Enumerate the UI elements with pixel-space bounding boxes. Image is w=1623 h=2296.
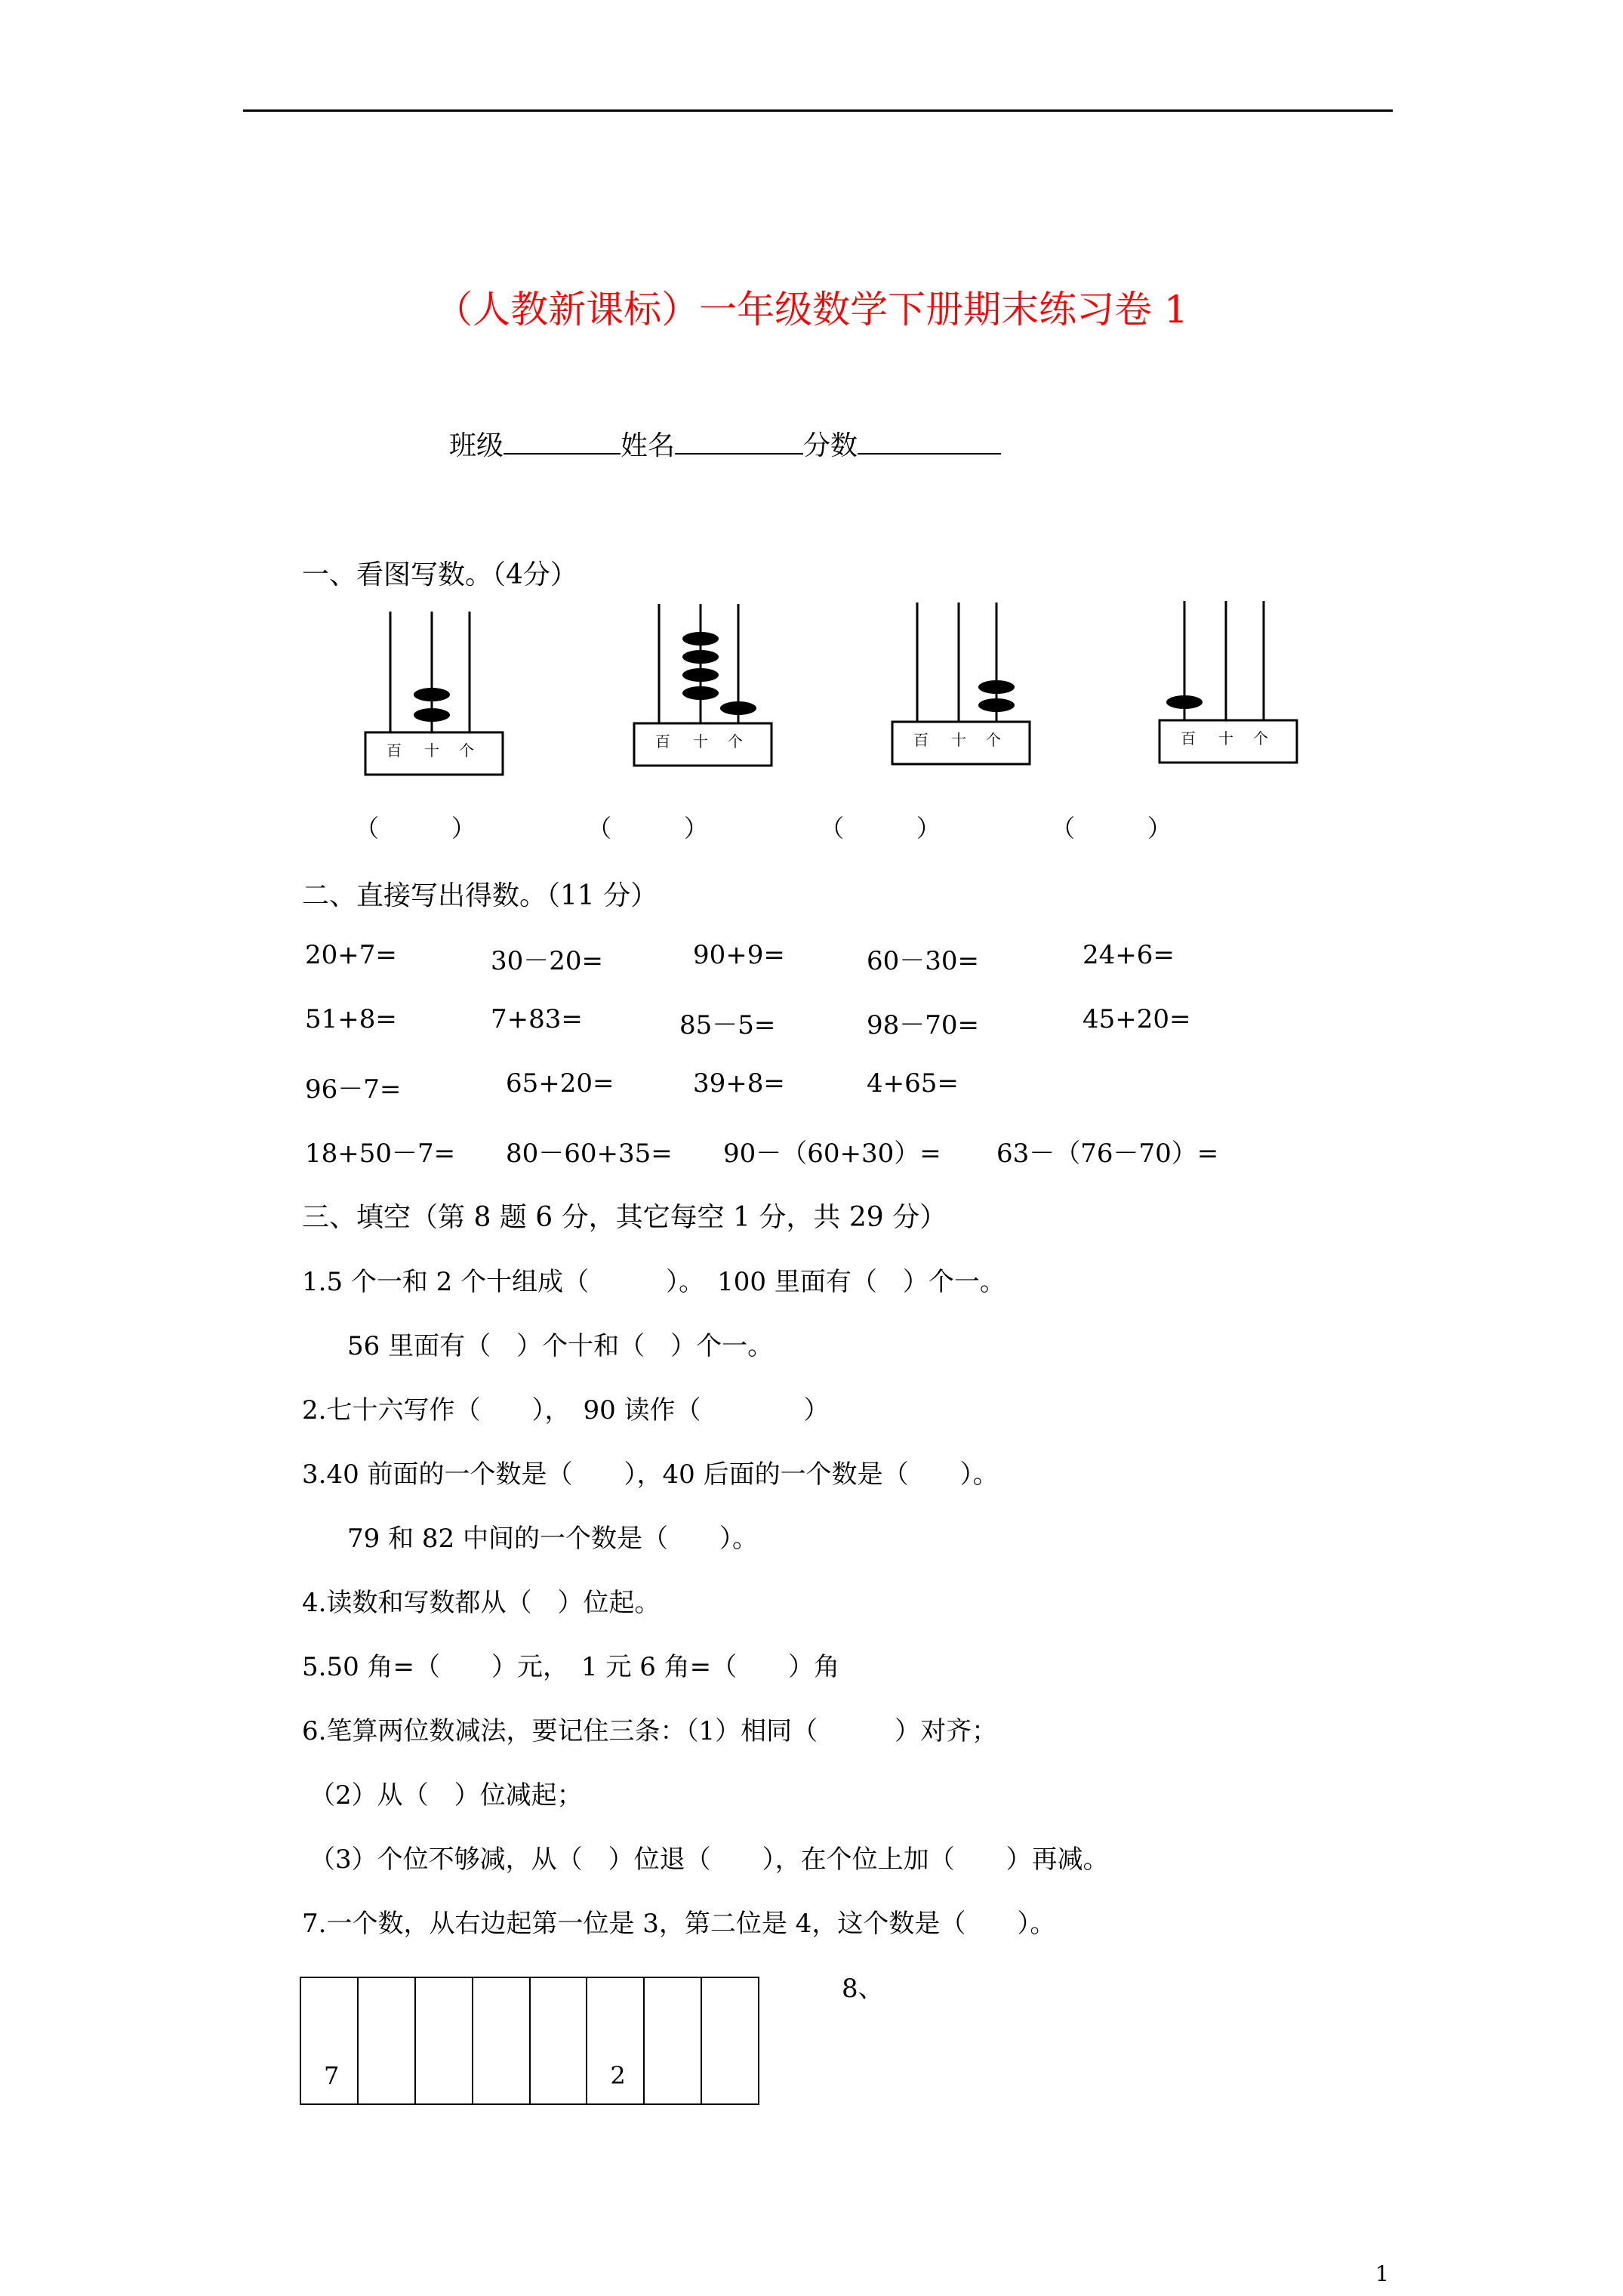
grid-cell[interactable]: [416, 1978, 473, 2103]
abacus-3: [891, 603, 1042, 791]
place-label-ones: 个: [986, 731, 1001, 749]
name-blank[interactable]: [675, 426, 803, 455]
equation: 51+8=: [305, 1004, 397, 1034]
place-label-ones: 个: [459, 741, 474, 760]
abacus-1: [364, 612, 515, 800]
answer-blank-3[interactable]: （ ）: [820, 814, 941, 843]
question-1-continued: 56 里面有（ ）个十和（ ）个一。: [347, 1331, 774, 1361]
place-label-ones: 个: [1253, 729, 1268, 747]
page-number: 1: [1375, 2261, 1389, 2286]
equation: 30－20=: [491, 946, 604, 976]
equation: 39+8=: [693, 1068, 785, 1099]
place-label-ones: 个: [728, 732, 743, 750]
equation: 80－60+35=: [506, 1139, 673, 1169]
place-label-hundreds: 百: [1181, 729, 1196, 747]
abacus-4: [1158, 601, 1309, 790]
score-blank[interactable]: [858, 426, 1001, 455]
equation: 45+20=: [1083, 1004, 1191, 1034]
place-label-hundreds: 百: [387, 741, 402, 760]
grid-cell[interactable]: 7: [301, 1978, 359, 2103]
answer-blank-1[interactable]: （ ）: [355, 814, 476, 843]
place-label-tens: 十: [424, 741, 439, 760]
question-3: 3.40 前面的一个数是（ ），40 后面的一个数是（ ）。: [302, 1459, 999, 1490]
question-4: 4.读数和写数都从（ ）位起。: [302, 1588, 661, 1618]
page-title: （人教新课标）一年级数学下册期末练习卷 1: [435, 288, 1188, 331]
question-8-grid: [300, 1977, 759, 2105]
section2-heading: 二、直接写出得数。（11 分）: [302, 880, 658, 911]
place-label-hundreds: 百: [655, 732, 670, 750]
question-3-continued: 79 和 82 中间的一个数是（ ）。: [347, 1524, 758, 1554]
grid-cell[interactable]: 2: [587, 1978, 645, 2103]
grid-cell[interactable]: [473, 1978, 531, 2103]
equation: 60－30=: [867, 946, 980, 976]
grid-cell[interactable]: [531, 1978, 588, 2103]
class-blank[interactable]: [504, 426, 621, 455]
abacus-2: [633, 604, 784, 793]
grid-cell[interactable]: [359, 1978, 416, 2103]
place-label-tens: 十: [1218, 729, 1233, 747]
equation: 18+50－7=: [305, 1139, 456, 1169]
class-label: 班级: [449, 430, 504, 461]
equation: 65+20=: [506, 1068, 614, 1099]
score-label: 分数: [803, 430, 858, 461]
section1-heading: 一、看图写数。（4分）: [302, 559, 577, 590]
grid-cell[interactable]: [645, 1978, 702, 2103]
name-label: 姓名: [621, 430, 676, 461]
question-5: 5.50 角=（ ）元， 1 元 6 角=（ ）角: [302, 1652, 840, 1682]
equation: 90+9=: [693, 940, 785, 970]
equation: 96－7=: [305, 1074, 402, 1105]
question-6-part-2: （2）从（ ）位减起；: [310, 1780, 583, 1811]
equation: 90－（60+30）=: [723, 1139, 941, 1169]
equation: 4+65=: [867, 1068, 959, 1099]
place-label-tens: 十: [693, 732, 708, 750]
place-label-tens: 十: [951, 731, 966, 749]
question-7: 7.一个数，从右边起第一位是 3，第二位是 4，这个数是（ ）。: [302, 1909, 1056, 1939]
question-1: 1.5 个一和 2 个十组成（ ）。 100 里面有（ ）个一。: [302, 1267, 1006, 1297]
header-rule: [243, 109, 1393, 112]
equation: 24+6=: [1083, 940, 1175, 970]
question-8-label: 8、: [842, 1974, 884, 2004]
student-info-line: [449, 424, 1001, 463]
section3-heading: 三、填空（第 8 题 6 分，其它每空 1 分，共 29 分）: [302, 1202, 947, 1233]
question-6-part-3: （3）个位不够减，从（ ）位退（ ），在个位上加（ ）再减。: [310, 1845, 1109, 1875]
equation: 20+7=: [305, 940, 397, 970]
grid-cell[interactable]: [702, 1978, 758, 2103]
question-2: 2.七十六写作（ ）， 90 读作（ ）: [302, 1395, 830, 1425]
equation: 98－70=: [867, 1010, 980, 1040]
equation: 7+83=: [491, 1004, 583, 1034]
place-label-hundreds: 百: [913, 731, 929, 749]
answer-blank-2[interactable]: （ ）: [587, 814, 709, 843]
question-6: 6.笔算两位数减法，要记住三条：（1）相同（ ）对齐；: [302, 1716, 998, 1746]
answer-blank-4[interactable]: （ ）: [1051, 814, 1172, 843]
equation: 63－（76－70）=: [996, 1139, 1219, 1169]
equation: 85－5=: [679, 1010, 776, 1040]
